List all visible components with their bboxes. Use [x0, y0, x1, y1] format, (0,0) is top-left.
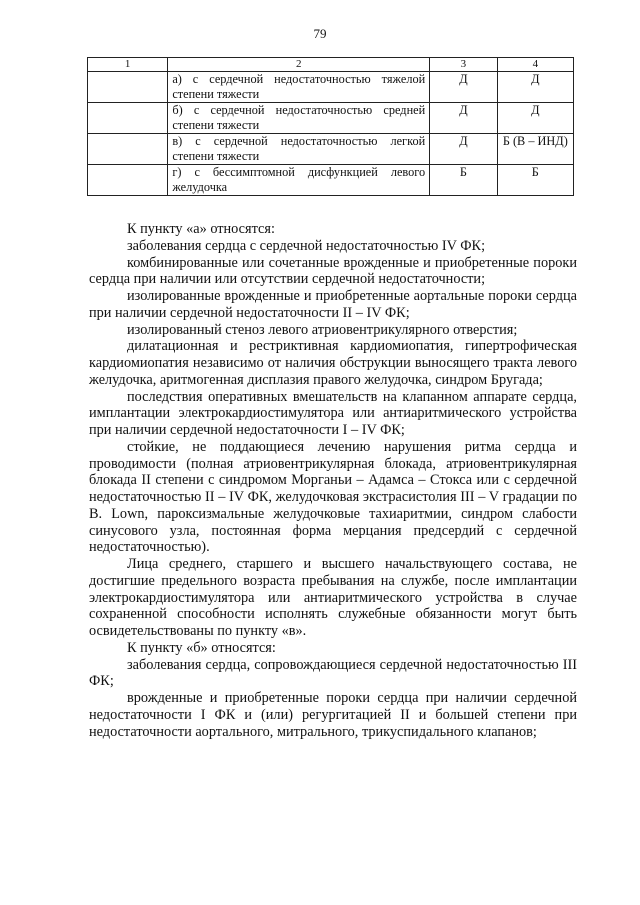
- disease-category-table: [87, 57, 574, 196]
- cell-category-graph-1: Д: [430, 103, 497, 134]
- paragraph: стойкие, не поддающиеся лечению нарушения ритма сердца и проводимости (полная атриовентрикулярная блокада, атриовентрикулярная блокада II степени с синдромом Морганьи – Адамса – Стокса или с сердечной недостаточностью II – IV ФК, желудочковая экстрасистолия III – V градации по B. Lown, пароксизмальные желудочковые тахиаритмии, синдром слабости синусового узла, постоянная форма мерцания предсердий с сердечной недостаточностью).: [89, 438, 577, 556]
- cell-condition: а) с сердечной недостаточностью тяжелой степени тяжести: [168, 72, 430, 103]
- table-row: [88, 72, 574, 103]
- document-body-text: [89, 221, 577, 740]
- column-header-2: 2: [168, 58, 430, 72]
- paragraph: последствия оперативных вмешательств на клапанном аппарате сердца, имплантации электрокардиостимулятора или антиаритмического устройства при наличии сердечной недостаточности I – IV ФК;: [89, 388, 577, 438]
- paragraph: дилатационная и рестриктивная кардиомиопатия, гипертрофическая кардиомиопатия независимо от наличия обструкции выносящего тракта левого желудочка, аритмогенная дисплазия правого желудочка, синдром Бругада;: [89, 338, 577, 388]
- cell-category-graph-1: Б: [430, 165, 497, 196]
- paragraph: комбинированные или сочетанные врожденные и приобретенные пороки сердца при наличии или отсутствии сердечной недостаточности;: [89, 254, 577, 288]
- cell-category-graph-2: Д: [497, 72, 573, 103]
- table-header-row: [88, 58, 574, 72]
- cell-condition: б) с сердечной недостаточностью средней степени тяжести: [168, 103, 430, 134]
- paragraph: врожденные и приобретенные пороки сердца при наличии сердечной недостаточности I ФК и (или) регургитацией II и большей степени при недостаточности аортального, митрального, трикуспидального клапанов;: [89, 690, 577, 740]
- cell-article: [88, 165, 168, 196]
- paragraph: заболевания сердца, сопровождающиеся сердечной недостаточностью III ФК;: [89, 656, 577, 690]
- paragraph: заболевания сердца с сердечной недостаточностью IV ФК;: [127, 237, 486, 254]
- cell-category-graph-1: Д: [430, 134, 497, 165]
- cell-condition: г) с бессимптомной дисфункцией левого желудочка: [168, 165, 430, 196]
- table-row: [88, 165, 574, 196]
- cell-category-graph-2: Д: [497, 103, 573, 134]
- cell-condition: в) с сердечной недостаточностью легкой степени тяжести: [168, 134, 430, 165]
- paragraph-item-a-heading: К пункту «а» относятся:: [127, 221, 275, 237]
- paragraph-item-b-heading: К пункту «б» относятся:: [127, 639, 276, 656]
- cell-article: [88, 103, 168, 134]
- table-row: [88, 103, 574, 134]
- paragraph: изолированный стеноз левого атриовентрикулярного отверстия;: [127, 321, 518, 338]
- paragraph: изолированные врожденные и приобретенные аортальные пороки сердца при наличии сердечной недостаточности II – IV ФК;: [89, 288, 577, 321]
- cell-article: [88, 134, 168, 165]
- cell-category-graph-2: Б: [497, 165, 573, 196]
- cell-category-graph-2: Б (В – ИНД): [497, 134, 573, 165]
- column-header-4: 4: [497, 58, 573, 72]
- table-row: [88, 134, 574, 165]
- paragraph: Лица среднего, старшего и высшего начальствующего состава, не достигшие предельного возраста пребывания на службе, после имплантации электрокардиостимулятора или антиаритмического устройства в случае сохраненной способности исполнять служебные обязанности могут быть освидетельствованы по пункту «в».: [89, 556, 577, 639]
- column-header-3: 3: [430, 58, 497, 72]
- cell-category-graph-1: Д: [430, 72, 497, 103]
- page-number: 79: [313, 26, 327, 41]
- cell-article: [88, 72, 168, 103]
- column-header-1: 1: [88, 58, 168, 72]
